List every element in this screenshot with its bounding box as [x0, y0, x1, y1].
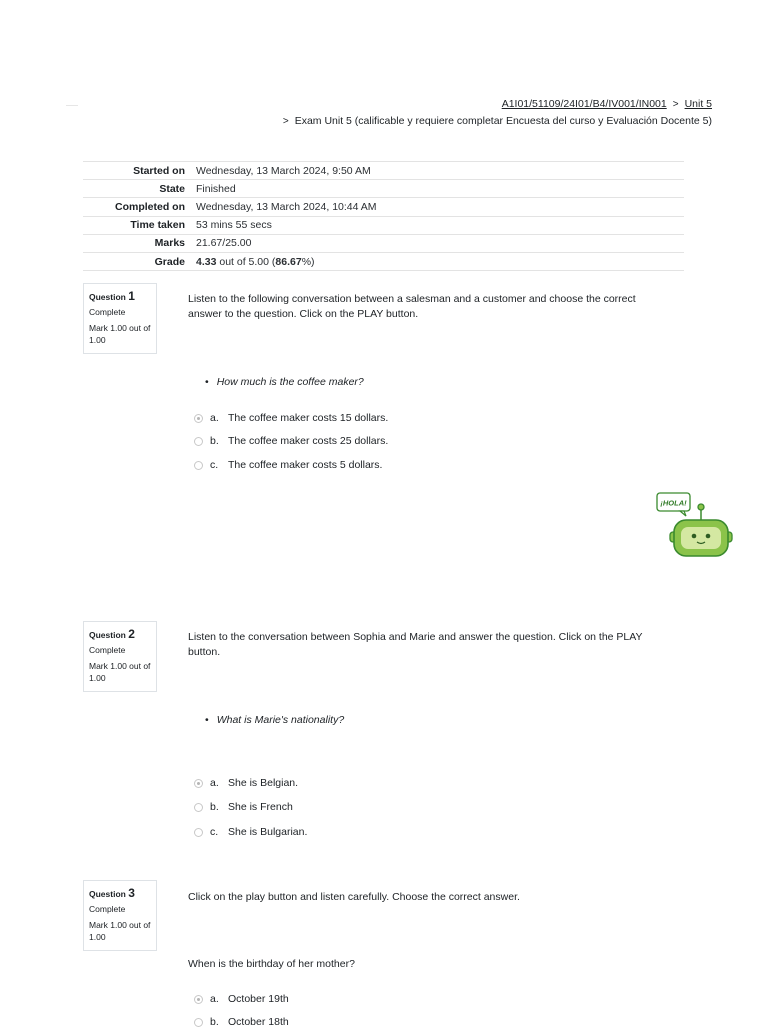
radio-selected-icon[interactable] — [194, 779, 203, 788]
started-label: Started on — [133, 164, 185, 177]
answer-option[interactable]: b. She is French — [194, 801, 293, 813]
question-mark: Mark 1.00 out of 1.00 — [89, 661, 151, 684]
answer-option[interactable]: c. She is Bulgarian. — [194, 826, 307, 838]
time-label: Time taken — [130, 219, 185, 232]
grade-value — [191, 252, 684, 270]
marks-label: Marks — [154, 237, 185, 250]
table-row — [83, 252, 684, 270]
question-info-1 — [83, 283, 157, 354]
question-prompt-1: • How much is the coffee maker? — [205, 376, 364, 388]
table-row — [83, 198, 684, 216]
question-mark: Mark 1.00 out of 1.00 — [89, 920, 151, 943]
state-value: Finished — [196, 182, 236, 195]
state-label: State — [159, 182, 185, 195]
speech-bubble-text: ¡HOLA! — [660, 498, 687, 508]
grade-score: 4.33 — [196, 255, 217, 268]
table-row — [83, 162, 684, 180]
breadcrumb-unit-link[interactable]: Unit 5 — [684, 98, 712, 110]
time-value: 53 mins 55 secs — [196, 219, 272, 232]
question-status: Complete — [89, 904, 126, 914]
question-number: 3 — [128, 886, 135, 900]
started-value: Wednesday, 13 March 2024, 9:50 AM — [196, 164, 371, 177]
page-corner-mark — [66, 105, 78, 116]
radio-selected-icon[interactable] — [194, 995, 203, 1004]
answer-option[interactable]: c. The coffee maker costs 5 dollars. — [194, 459, 382, 471]
table-row — [83, 216, 684, 234]
question-status: Complete — [89, 645, 126, 655]
question-info-2 — [83, 621, 157, 692]
question-prompt-2: • What is Marie's nationality? — [205, 714, 344, 726]
completed-label: Completed on — [115, 200, 185, 213]
answer-option[interactable]: a. The coffee maker costs 15 dollars. — [194, 412, 388, 424]
question-info-3 — [83, 880, 157, 951]
question-number: 2 — [128, 627, 135, 641]
attempt-summary-table — [83, 161, 684, 271]
radio-icon[interactable] — [194, 828, 203, 837]
answer-option[interactable]: b. October 18th — [194, 1016, 289, 1028]
grade-suffix: %) — [301, 255, 315, 268]
table-row — [83, 234, 684, 252]
answer-option[interactable]: a. October 19th — [194, 993, 289, 1005]
radio-icon[interactable] — [194, 1018, 203, 1027]
question-number: 1 — [128, 289, 135, 303]
question-status: Complete — [89, 307, 126, 317]
answer-option[interactable]: b. The coffee maker costs 25 dollars. — [194, 435, 388, 447]
radio-icon[interactable] — [194, 803, 203, 812]
question-prompt-3: When is the birthday of her mother? — [188, 958, 355, 970]
grade-percent: 86.67 — [275, 255, 302, 268]
question-mark: Mark 1.00 out of 1.00 — [89, 323, 151, 346]
question-text-1: Listen to the following conversation between a salesman and a customer and choose the correct answer to the question. Click on the PLAY button. — [188, 293, 636, 321]
question-label: Question — [89, 630, 126, 640]
breadcrumb — [502, 98, 712, 110]
grade-out-of: out of 5.00 ( — [216, 255, 276, 268]
marks-value: 21.67/25.00 — [196, 237, 252, 250]
radio-icon[interactable] — [194, 437, 203, 446]
question-text-2: Listen to the conversation between Sophia and Marie and answer the question. Click on the PLAY button. — [188, 631, 643, 659]
breadcrumb-chevron-icon: > — [672, 99, 679, 110]
breadcrumb-exam-title: Exam Unit 5 (calificable y requiere completar Encuesta del curso y Evaluación Docente 5) — [294, 115, 712, 127]
question-text-3: Click on the play button and listen carefully. Choose the correct answer. — [188, 891, 520, 903]
question-label: Question — [89, 292, 126, 302]
radio-icon[interactable] — [194, 461, 203, 470]
breadcrumb-course-link[interactable]: A1I01/51109/24I01/B4/IV001/IN001 — [501, 98, 667, 110]
breadcrumb-chevron-icon: > — [282, 116, 289, 127]
breadcrumb-current — [277, 115, 712, 127]
answer-option[interactable]: a. She is Belgian. — [194, 777, 298, 789]
radio-selected-icon[interactable] — [194, 414, 203, 423]
chatbot-robot-icon[interactable] — [656, 491, 734, 561]
table-row — [83, 180, 684, 198]
completed-value: Wednesday, 13 March 2024, 10:44 AM — [196, 200, 377, 213]
question-label: Question — [89, 889, 126, 899]
grade-label: Grade — [154, 255, 185, 268]
